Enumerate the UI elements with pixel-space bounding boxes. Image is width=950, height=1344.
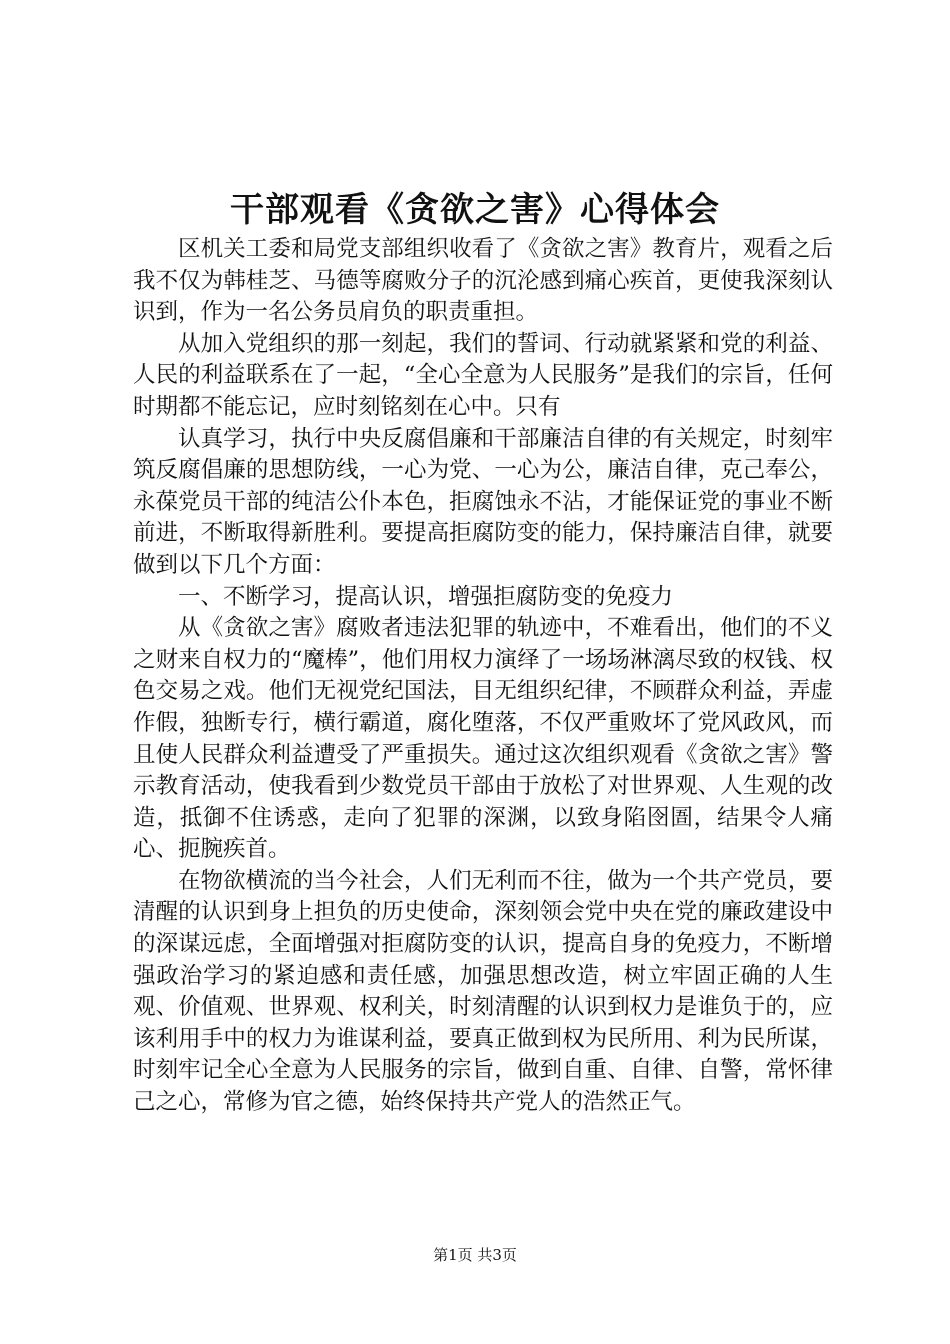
paragraph-oath: 从加入党组织的那一刻起，我们的誓词、行动就紧紧和党的利益、人民的利益联系在了一起，“全心全意为人民服务”是我们的宗旨，任何时期都不能忘记，应时刻铭刻在心中。只有 xyxy=(133,330,833,420)
paragraph-intro: 区机关工委和局党支部组织收看了《贪欲之害》教育片，观看之后我不仅为韩桂芝、马德等腐败分子的沉沦感到痛心疾首，更使我深刻认识到，作为一名公务员肩负的职责重担。 xyxy=(133,236,833,326)
document-title: 干部观看《贪欲之害》心得体会 xyxy=(230,190,720,230)
section-heading-1: 一、不断学习，提高认识，增强拒腐防变的免疫力 xyxy=(178,583,674,610)
document-body xyxy=(133,234,833,1119)
page-number-footer: 第1页 共3页 xyxy=(433,1246,517,1264)
paragraph-lesson: 从《贪欲之害》腐败者违法犯罪的轨迹中，不难看出，他们的不义之财来自权力的“魔棒”，他们用权力演绎了一场场淋漓尽致的权钱、权色交易之戏。他们无视党纪国法，目无组织纪律，不顾群众利益，弄虚作假，独断专行，横行霸道，腐化堕落，不仅严重败坏了党风政风，而且使人民群众利益遭受了严重损失。通过这次组织观看《贪欲之害》警示教育活动，使我看到少数党员干部由于放松了对世界观、人生观的改造，抵御不住诱惑，走向了犯罪的深渊，以致身陷囹圄，结果令人痛心、扼腕疾首。 xyxy=(133,615,833,863)
paragraph-conclusion: 在物欲横流的当今社会，人们无利而不往，做为一个共产党员，要清醒的认识到身上担负的历史使命，深刻领会党中央在党的廉政建设中的深谋远虑，全面增强对拒腐防变的认识，提高自身的免疫力，不断增强政治学习的紧迫感和责任感，加强思想改造，树立牢固正确的人生观、价值观、世界观、权利关，时刻清醒的认识到权力是谁负于的，应该利用手中的权力为谁谋利益，要真正做到权为民所用、利为民所谋，时刻牢记全心全意为人民服务的宗旨，做到自重、自律、自警，常怀律己之心，常修为官之德，始终保持共产党人的浩然正气。 xyxy=(133,867,833,1116)
paragraph-study: 认真学习，执行中央反腐倡廉和干部廉洁自律的有关规定，时刻牢筑反腐倡廉的思想防线，一心为党、一心为公，廉洁自律，克己奉公，永葆党员干部的纯洁公仆本色，拒腐蚀永不沾，才能保证党的事业不断前进，不断取得新胜利。要提高拒腐防变的能力，保持廉洁自律，就要做到以下几个方面： xyxy=(133,425,833,578)
